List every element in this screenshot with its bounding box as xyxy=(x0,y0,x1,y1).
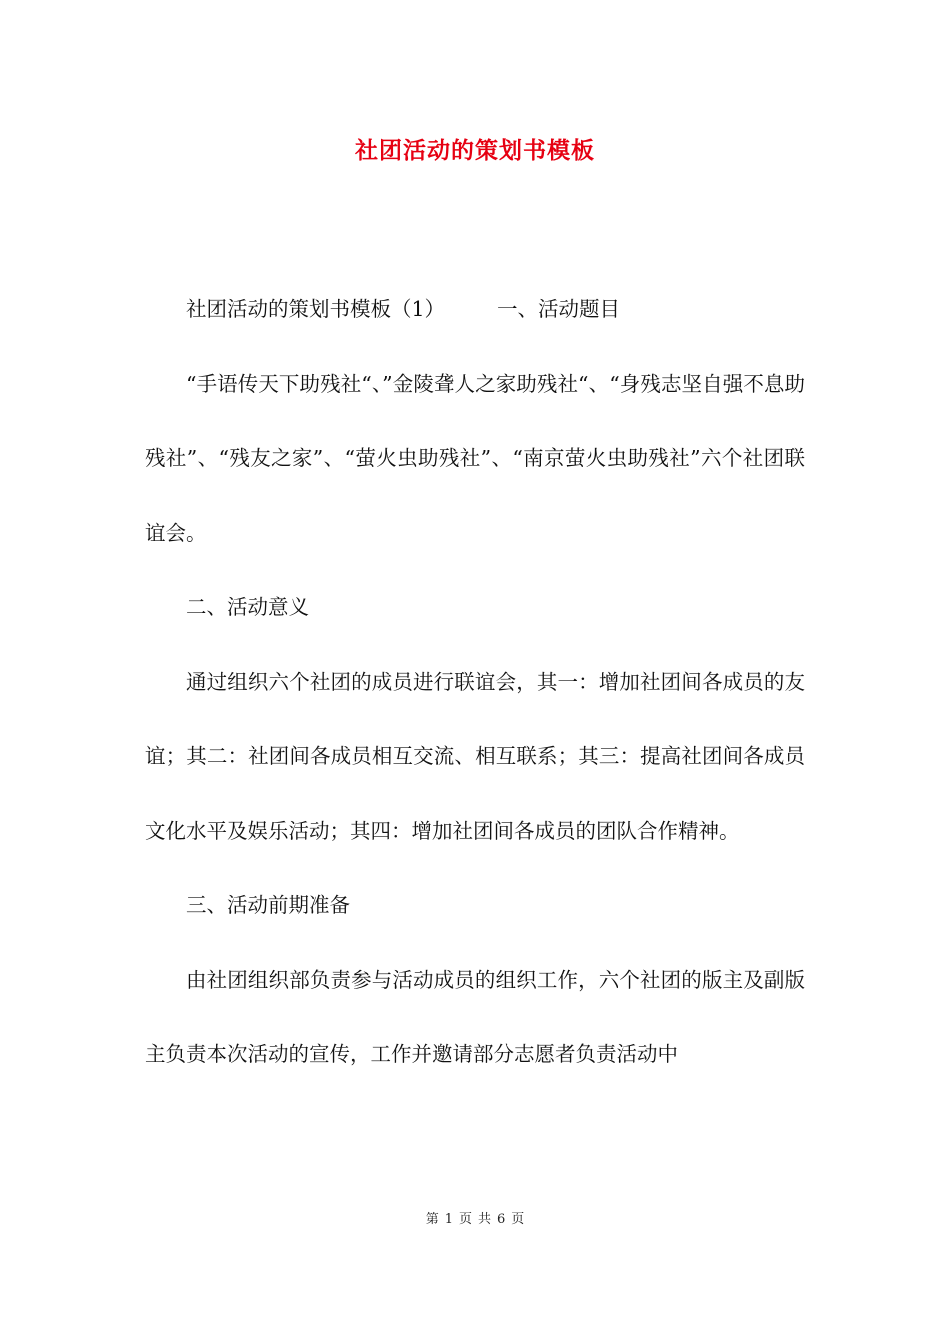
footer-label-gong: 共 xyxy=(478,1212,492,1227)
section2-paragraph: 通过组织六个社团的成员进行联谊会，其一：增加社团间各成员的友谊；其二：社团间各成员相互交流、相互联系；其三：提高社团间各成员文化水平及娱乐活动；其四：增加社团间各成员的团队合作精神。 xyxy=(145,669,805,843)
document-body xyxy=(145,272,805,1092)
section3-heading: 三、活动前期准备 xyxy=(186,893,350,917)
footer-total-pages: 6 xyxy=(497,1212,506,1227)
footer-label-ye: 页 xyxy=(458,1212,472,1227)
section3-paragraph: 由社团组织部负责参与活动成员的组织工作，六个社团的版主及副版主负责本次活动的宣传，工作并邀请部分志愿者负责活动中 xyxy=(145,967,805,1066)
intro-line xyxy=(145,272,805,347)
footer-label-di: 第 xyxy=(425,1212,439,1227)
document-title: 社团活动的策划书模板 xyxy=(355,137,595,164)
section1-paragraph: “手语传天下助残社“、”金陵聋人之家助残社“、“身残志坚自强不息助残社”、“残友之家”、“萤火虫助残社”、“南京萤火虫助残社”六个社团联谊会。 xyxy=(145,371,805,545)
intro-label: 社团活动的策划书模板（1） xyxy=(186,297,446,321)
footer-page-number: 1 xyxy=(444,1212,453,1227)
footer-label-ye2: 页 xyxy=(511,1212,525,1227)
page-footer xyxy=(0,1208,950,1227)
section1-heading: 一、活动题目 xyxy=(497,297,621,321)
section2-heading: 二、活动意义 xyxy=(186,595,309,619)
